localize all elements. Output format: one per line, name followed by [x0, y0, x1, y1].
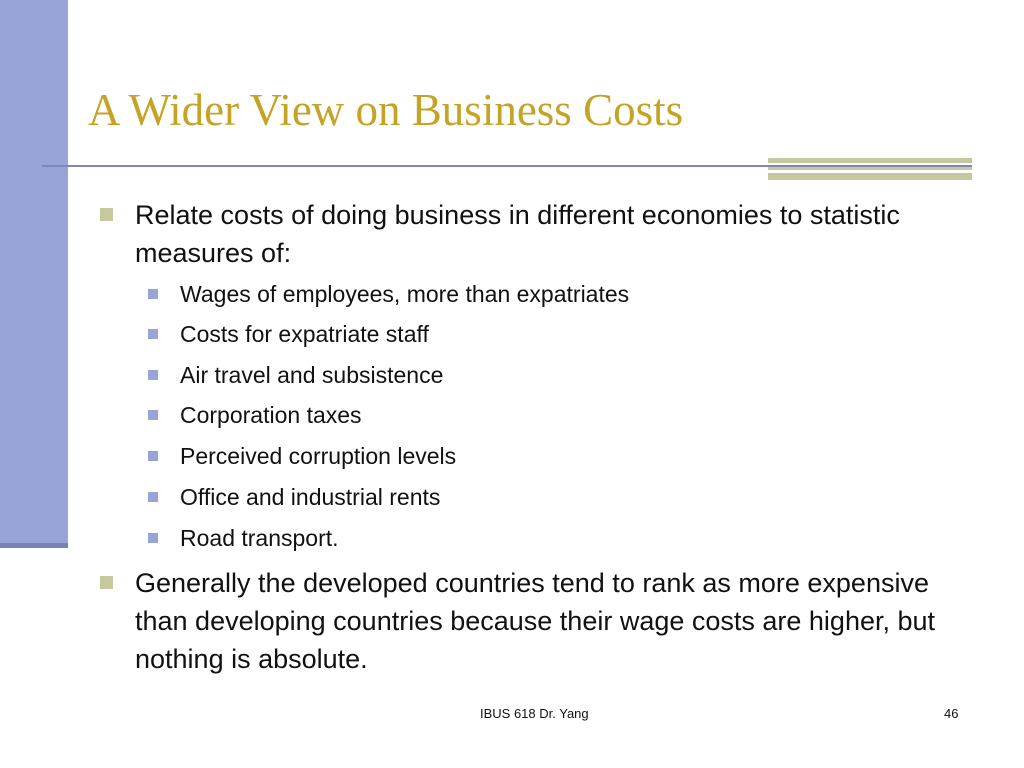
square-bullet-icon [148, 492, 158, 502]
square-bullet-icon [100, 208, 113, 221]
bullet-item [100, 564, 940, 678]
sub-bullet-item [148, 361, 928, 389]
square-bullet-icon [100, 576, 113, 589]
bullet-text: Relate costs of doing business in different economies to statistic measures of: [135, 200, 900, 268]
sub-bullet-text: Road transport. [180, 525, 339, 551]
bullet-text: Generally the developed countries tend to rank as more expensive than developing countries because their wage costs are higher, but nothing is absolute. [135, 568, 936, 674]
sub-bullet-text: Office and industrial rents [180, 484, 441, 510]
slide-title: A Wider View on Business Costs [88, 85, 684, 135]
bullet-item [100, 196, 940, 272]
square-bullet-icon [148, 329, 158, 339]
square-bullet-icon [148, 451, 158, 461]
sub-bullet-text: Perceived corruption levels [180, 443, 457, 469]
sub-bullet-text: Wages of employees, more than expatriates [180, 281, 630, 307]
sub-bullet-text: Costs for expatriate staff [180, 321, 429, 347]
square-bullet-icon [148, 370, 158, 380]
square-bullet-icon [148, 410, 158, 420]
sub-bullet-text: Air travel and subsistence [180, 362, 444, 388]
sub-bullet-item [148, 320, 928, 348]
footer-course-label: IBUS 618 Dr. Yang [480, 706, 589, 721]
sub-bullet-text: Corporation taxes [180, 402, 362, 428]
sub-bullet-item [148, 483, 928, 511]
sub-bullet-item [148, 280, 928, 308]
square-bullet-icon [148, 289, 158, 299]
slide-number: 46 [944, 706, 959, 721]
square-bullet-icon [148, 533, 158, 543]
sub-bullet-item [148, 442, 928, 470]
sub-bullet-item [148, 401, 928, 429]
sub-bullet-item [148, 524, 928, 552]
